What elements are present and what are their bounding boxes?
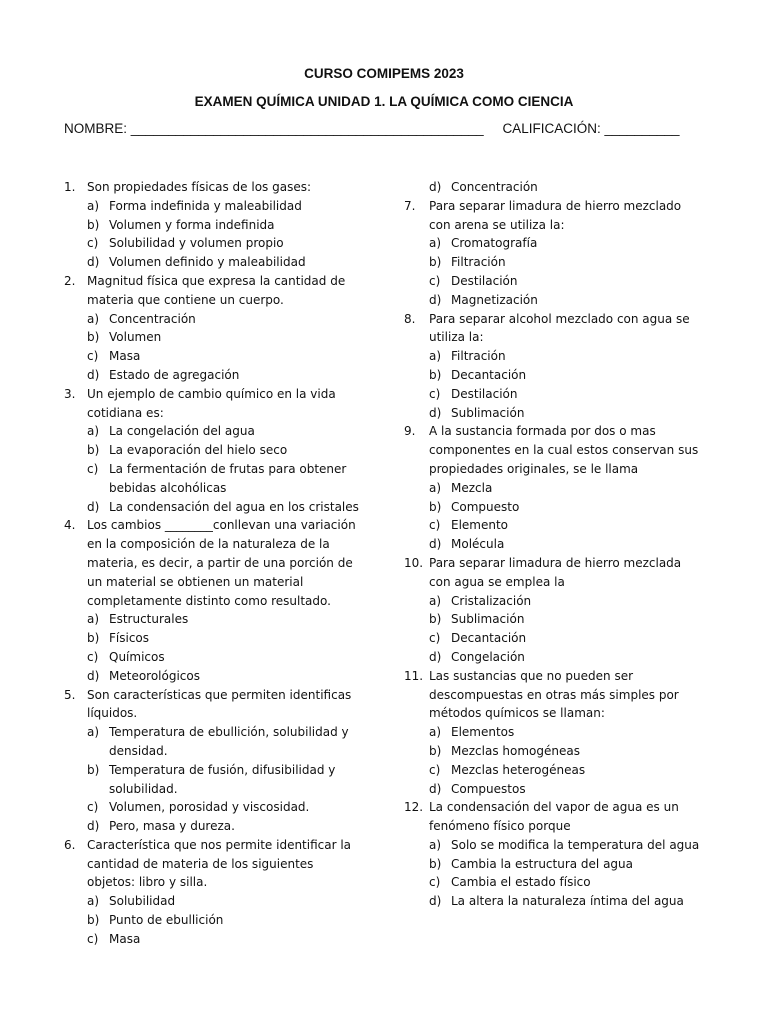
- option-text: Físicos: [109, 631, 150, 646]
- question-number: 10.: [404, 555, 424, 570]
- option-letter: c): [429, 631, 441, 646]
- option-text: Compuesto: [451, 499, 520, 514]
- option-d[interactable]: [404, 780, 704, 799]
- option-d[interactable]: [64, 366, 364, 385]
- option-text: La condensación del agua en los cristales: [109, 499, 359, 514]
- option-b[interactable]: [64, 441, 364, 460]
- option-b[interactable]: [404, 366, 704, 385]
- right-column: [404, 178, 704, 911]
- option-letter: b): [429, 612, 442, 627]
- option-letter: b): [87, 762, 100, 777]
- option-letter: a): [429, 480, 442, 495]
- option-text: Mezcla: [451, 480, 493, 495]
- option-letter: c): [87, 800, 99, 815]
- option-a[interactable]: [64, 422, 364, 441]
- option-a[interactable]: [64, 610, 364, 629]
- option-letter: a): [429, 725, 442, 740]
- option-text: Cambia el estado físico: [451, 875, 591, 890]
- option-letter: d): [87, 367, 100, 382]
- question-text: Las sustancias que no pueden ser descompuestas en otras más simples por métodos químicos se llaman:: [429, 668, 679, 721]
- question-text: Magnitud física que expresa la cantidad de materia que contiene un cuerpo.: [87, 273, 346, 307]
- option-letter: d): [429, 537, 442, 552]
- question-text: Para separar alcohol mezclado con agua se utiliza la:: [429, 311, 690, 345]
- exam-title: EXAMEN QUÍMICA UNIDAD 1. LA QUÍMICA COMO CIENCIA: [194, 94, 574, 109]
- question-2: [64, 272, 364, 385]
- question-8: [404, 310, 704, 423]
- option-text: Volumen y forma indefinida: [109, 217, 275, 232]
- option-letter: c): [429, 762, 441, 777]
- question-1: [64, 178, 364, 272]
- option-letter: b): [429, 499, 442, 514]
- option-text: La fermentación de frutas para obtener bebidas alcohólicas: [109, 461, 347, 495]
- option-text: Molécula: [451, 537, 505, 552]
- option-a[interactable]: [64, 892, 364, 911]
- option-text: Volumen, porosidad y viscosidad.: [109, 800, 310, 815]
- option-letter: b): [429, 255, 442, 270]
- option-b[interactable]: [64, 328, 364, 347]
- option-d[interactable]: [404, 178, 704, 197]
- option-c[interactable]: [64, 234, 364, 253]
- option-text: Concentración: [109, 311, 196, 326]
- option-letter: c): [429, 875, 441, 890]
- option-letter: d): [87, 499, 100, 514]
- option-a[interactable]: [404, 592, 704, 611]
- question-text: Un ejemplo de cambio químico en la vida cotidiana es:: [87, 386, 336, 420]
- option-letter: a): [87, 311, 100, 326]
- question-text: Son características que permiten identificas líquidos.: [87, 687, 352, 721]
- option-letter: b): [429, 367, 442, 382]
- question-11: [404, 667, 704, 799]
- option-d[interactable]: [64, 817, 364, 836]
- option-text: Destilación: [451, 273, 518, 288]
- option-text: Temperatura de fusión, difusibilidad y solubilidad.: [109, 762, 336, 796]
- option-c[interactable]: [404, 629, 704, 648]
- option-letter: c): [87, 461, 99, 476]
- option-letter: c): [429, 273, 441, 288]
- option-letter: a): [87, 894, 100, 909]
- option-a[interactable]: [64, 310, 364, 329]
- option-c[interactable]: [64, 347, 364, 366]
- option-letter: a): [429, 349, 442, 364]
- option-text: Volumen: [109, 330, 162, 345]
- question-number: 12.: [404, 800, 424, 815]
- option-text: Solubilidad y volumen propio: [109, 236, 284, 251]
- question-5: [64, 686, 364, 836]
- option-text: Elemento: [451, 518, 509, 533]
- option-text: Meteorológicos: [109, 668, 200, 683]
- option-c[interactable]: [404, 516, 704, 535]
- option-text: Solo se modifica la temperatura del agua: [451, 837, 700, 852]
- option-letter: b): [429, 856, 442, 871]
- course-title: CURSO COMIPEMS 2023: [304, 66, 464, 81]
- question-7: [404, 197, 704, 310]
- option-d[interactable]: [404, 648, 704, 667]
- question-number: 2.: [64, 273, 76, 288]
- option-b[interactable]: [64, 761, 364, 799]
- option-text: Filtración: [451, 349, 506, 364]
- question-text: Los cambios ________conllevan una variación en la composición de la naturaleza de la materia, es decir, a partir de una porción de un material se obtienen un material completamente distinto como resultado.: [87, 518, 356, 608]
- option-text: Cromatografía: [451, 236, 538, 251]
- option-text: Temperatura de ebullición, solubilidad y densidad.: [109, 725, 349, 758]
- question-4: [64, 516, 364, 685]
- option-letter: b): [87, 217, 100, 232]
- option-b[interactable]: [64, 911, 364, 930]
- option-text: La congelación del agua: [109, 424, 255, 439]
- option-text: Sublimación: [451, 405, 525, 420]
- option-text: Decantación: [451, 367, 527, 382]
- question-12: [404, 798, 704, 911]
- option-text: Cambia la estructura del agua: [451, 856, 634, 871]
- option-text: Concentración: [451, 180, 538, 194]
- question-number: 3.: [64, 386, 76, 401]
- option-a[interactable]: [404, 234, 704, 253]
- option-letter: a): [429, 593, 442, 608]
- name-label: NOMBRE:: [64, 121, 128, 136]
- option-text: Volumen definido y maleabilidad: [109, 255, 306, 270]
- name-field[interactable]: _______________________________________________: [130, 121, 484, 136]
- exam-header: [0, 64, 768, 120]
- option-b[interactable]: [404, 498, 704, 517]
- option-text: Cristalización: [451, 593, 532, 608]
- option-letter: c): [87, 236, 99, 251]
- option-d[interactable]: [64, 667, 364, 686]
- option-letter: d): [429, 180, 442, 194]
- option-text: Congelación: [451, 649, 525, 664]
- option-letter: d): [87, 819, 100, 834]
- option-b[interactable]: [404, 610, 704, 629]
- option-letter: c): [87, 349, 99, 364]
- option-letter: c): [87, 649, 99, 664]
- option-text: Sublimación: [451, 612, 525, 627]
- option-c[interactable]: [64, 648, 364, 667]
- option-letter: b): [87, 913, 100, 928]
- option-letter: a): [87, 198, 100, 213]
- option-letter: a): [87, 612, 100, 627]
- option-text: Masa: [109, 349, 141, 364]
- option-b[interactable]: [404, 855, 704, 874]
- option-text: Pero, masa y dureza.: [109, 819, 235, 834]
- option-text: Magnetización: [451, 292, 538, 307]
- option-b[interactable]: [404, 742, 704, 761]
- option-text: Compuestos: [451, 781, 526, 796]
- option-letter: b): [87, 443, 100, 458]
- question-number: 8.: [404, 311, 416, 326]
- option-text: Químicos: [109, 649, 165, 664]
- question-number: 7.: [404, 198, 416, 213]
- question-number: 1.: [64, 180, 76, 194]
- grade-label: CALIFICACIÓN:: [502, 121, 601, 136]
- option-text: Forma indefinida y maleabilidad: [109, 198, 302, 213]
- question-number: 4.: [64, 518, 76, 533]
- question-9: [404, 422, 704, 554]
- option-letter: b): [429, 743, 442, 758]
- option-letter: d): [429, 292, 442, 307]
- option-c[interactable]: [404, 873, 704, 892]
- option-text: Mezclas heterogéneas: [451, 762, 586, 777]
- option-a[interactable]: [404, 836, 704, 855]
- grade-field[interactable]: __________: [604, 121, 680, 136]
- student-info-line: [64, 121, 704, 136]
- question-6: [64, 836, 364, 949]
- question-number: 9.: [404, 424, 416, 439]
- option-d[interactable]: [404, 404, 704, 423]
- question-number: 5.: [64, 687, 76, 702]
- option-text: Elementos: [451, 725, 515, 740]
- option-a[interactable]: [404, 479, 704, 498]
- option-letter: b): [87, 631, 100, 646]
- option-text: La evaporación del hielo seco: [109, 443, 288, 458]
- option-letter: d): [429, 894, 442, 909]
- option-c[interactable]: [404, 272, 704, 291]
- option-letter: b): [87, 330, 100, 345]
- question-text: A la sustancia formada por dos o mas componentes en la cual estos conservan sus propiedades originales, se le llama: [429, 424, 699, 476]
- question-text: Para separar limadura de hierro mezclado con arena se utiliza la:: [429, 198, 682, 232]
- option-b[interactable]: [64, 629, 364, 648]
- option-b[interactable]: [404, 253, 704, 272]
- option-text: Decantación: [451, 631, 527, 646]
- option-c[interactable]: [64, 930, 364, 949]
- option-c[interactable]: [404, 385, 704, 404]
- option-letter: d): [87, 668, 100, 683]
- option-d[interactable]: [64, 253, 364, 272]
- option-d[interactable]: [64, 498, 364, 517]
- option-text: Destilación: [451, 386, 518, 401]
- question-text: La condensación del vapor de agua es un fenómeno físico porque: [429, 800, 679, 834]
- question-text: Para separar limadura de hierro mezclada con agua se emplea la: [429, 555, 682, 589]
- question-10: [404, 554, 704, 667]
- option-d[interactable]: [404, 535, 704, 554]
- option-text: Estructurales: [109, 612, 189, 627]
- option-d[interactable]: [404, 291, 704, 310]
- option-letter: a): [429, 236, 442, 251]
- option-text: Mezclas homogéneas: [451, 743, 580, 758]
- option-letter: a): [429, 837, 442, 852]
- option-text: Solubilidad: [109, 894, 176, 909]
- question-3: [64, 385, 364, 517]
- option-b[interactable]: [64, 216, 364, 235]
- option-a[interactable]: [64, 197, 364, 216]
- option-letter: d): [87, 255, 100, 270]
- option-a[interactable]: [404, 723, 704, 742]
- question-text: Son propiedades físicas de los gases:: [87, 180, 311, 194]
- question-text: Característica que nos permite identificar la cantidad de materia de los siguientes objetos: libro y silla.: [87, 837, 352, 890]
- option-letter: a): [87, 725, 100, 740]
- question-number: 6.: [64, 837, 76, 852]
- option-c[interactable]: [64, 460, 364, 498]
- option-d[interactable]: [404, 892, 704, 911]
- question-number: 11.: [404, 668, 424, 683]
- option-letter: c): [87, 931, 99, 946]
- option-text: Punto de ebullición: [109, 913, 224, 928]
- option-letter: d): [429, 781, 442, 796]
- option-text: Filtración: [451, 255, 506, 270]
- left-column: [64, 178, 364, 949]
- option-letter: c): [429, 386, 441, 401]
- option-letter: d): [429, 649, 442, 664]
- option-text: La altera la naturaleza íntima del agua: [451, 894, 684, 909]
- option-text: Masa: [109, 931, 141, 946]
- option-letter: d): [429, 405, 442, 420]
- option-c[interactable]: [64, 798, 364, 817]
- option-a[interactable]: [404, 347, 704, 366]
- option-c[interactable]: [404, 761, 704, 780]
- option-a[interactable]: [64, 723, 364, 761]
- option-text: Estado de agregación: [109, 367, 240, 382]
- option-letter: a): [87, 424, 100, 439]
- option-letter: c): [429, 518, 441, 533]
